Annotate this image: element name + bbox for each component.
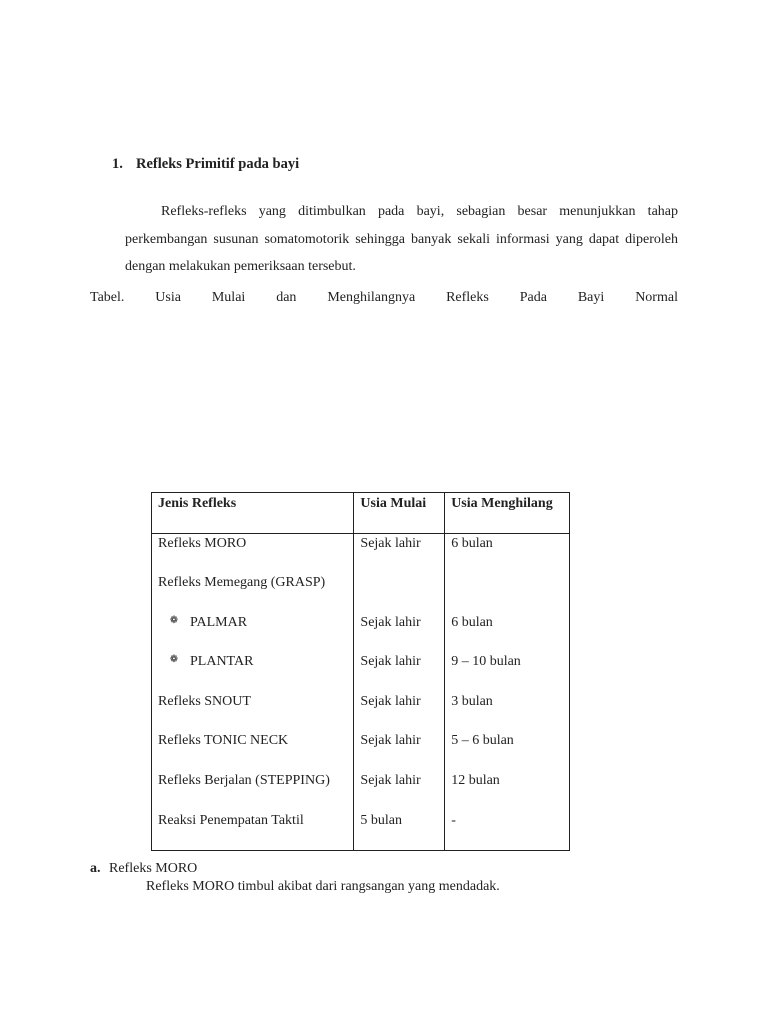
cell-usia-menghilang: 6 bulan	[445, 534, 570, 574]
cell-usia-menghilang	[445, 573, 570, 613]
flower-bullet-icon: ❁	[169, 654, 179, 666]
reflex-name: Refleks TONIC NECK	[158, 733, 289, 749]
table-row	[152, 652, 570, 692]
flower-bullet-icon: ❁	[169, 614, 179, 626]
reflex-name: Refleks SNOUT	[158, 693, 251, 709]
caption-word: Refleks	[446, 290, 489, 305]
caption-word: dan	[276, 290, 297, 305]
caption-word: Pada	[519, 290, 547, 305]
cell-usia-menghilang: 3 bulan	[445, 692, 570, 732]
cell-jenis-refleks	[152, 573, 354, 613]
section-title: Refleks Primitif pada bayi	[136, 156, 300, 172]
subsection-a-label: a.	[90, 861, 101, 876]
caption-word: Tabel.	[90, 290, 125, 305]
table-row	[152, 731, 570, 771]
cell-usia-mulai: Sejak lahir	[354, 771, 445, 811]
header-usia-mulai: Usia Mulai	[354, 493, 445, 534]
section-heading	[112, 156, 299, 173]
cell-jenis-refleks	[152, 613, 354, 653]
table-header-row	[152, 493, 570, 534]
table-row	[152, 573, 570, 613]
cell-jenis-refleks	[152, 692, 354, 732]
caption-word: Bayi	[577, 290, 605, 305]
table-body	[152, 534, 570, 851]
reflex-table	[151, 492, 570, 851]
cell-usia-mulai: Sejak lahir	[354, 731, 445, 771]
header-jenis-refleks: Jenis Refleks	[152, 493, 354, 534]
cell-usia-mulai: Sejak lahir	[354, 534, 445, 574]
cell-usia-mulai: Sejak lahir	[354, 613, 445, 653]
cell-jenis-refleks	[152, 811, 354, 851]
section-number: 1.	[112, 156, 123, 172]
caption-word: Menghilangnya	[327, 290, 416, 305]
table-row	[152, 771, 570, 811]
table-row	[152, 613, 570, 653]
subsection-a-heading	[90, 861, 197, 877]
cell-jenis-refleks	[152, 771, 354, 811]
subsection-a-title: Refleks MORO	[109, 861, 198, 876]
cell-usia-menghilang: 5 – 6 bulan	[445, 731, 570, 771]
cell-usia-mulai: 5 bulan	[354, 811, 445, 851]
table-row	[152, 692, 570, 732]
cell-usia-mulai: Sejak lahir	[354, 652, 445, 692]
cell-jenis-refleks	[152, 731, 354, 771]
caption-word: Normal	[635, 290, 678, 305]
reflex-name: Reaksi Penempatan Taktil	[158, 812, 304, 828]
intro-paragraph: Refleks-refleks yang ditimbulkan pada bayi, sebagian besar menunjukkan tahap perkembangan susunan somatomotorik sehingga banyak sekali informasi yang dapat diperoleh dengan melakukan pemeriksaan tersebut.	[125, 204, 678, 274]
cell-usia-mulai: Sejak lahir	[354, 692, 445, 732]
cell-usia-menghilang: 9 – 10 bulan	[445, 652, 570, 692]
cell-usia-menghilang: -	[445, 811, 570, 851]
cell-jenis-refleks	[152, 652, 354, 692]
caption-word: Usia	[155, 290, 181, 305]
header-usia-menghilang: Usia Menghilang	[445, 493, 570, 534]
reflex-name: Refleks Berjalan (STEPPING)	[158, 773, 330, 789]
table-caption	[90, 290, 678, 306]
caption-word: Mulai	[211, 290, 246, 305]
cell-usia-mulai	[354, 573, 445, 613]
subsection-a-text: Refleks MORO timbul akibat dari rangsangan yang mendadak.	[146, 879, 500, 894]
reflex-name: PLANTAR	[190, 654, 254, 670]
cell-usia-menghilang: 12 bulan	[445, 771, 570, 811]
table-row	[152, 534, 570, 574]
reflex-name: Refleks MORO	[158, 536, 247, 551]
cell-jenis-refleks	[152, 534, 354, 574]
reflex-name: Refleks Memegang (GRASP)	[158, 575, 326, 591]
table-row	[152, 811, 570, 851]
cell-usia-menghilang: 6 bulan	[445, 613, 570, 653]
reflex-name: PALMAR	[190, 614, 248, 630]
